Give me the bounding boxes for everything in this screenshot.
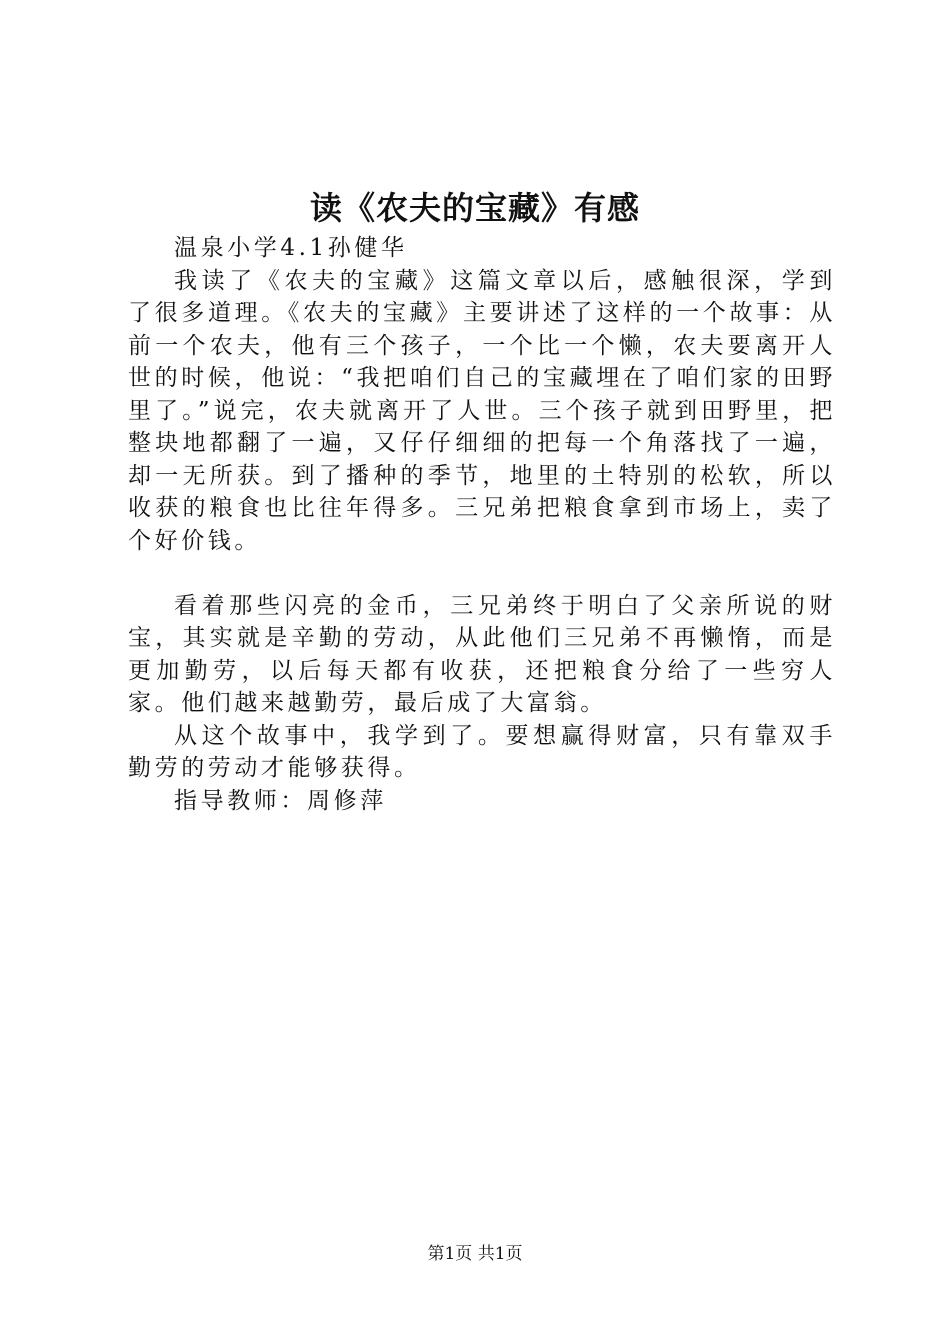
paragraph: 我读了《农夫的宝藏》这篇文章以后，感触很深，学到了很多道理。《农夫的宝藏》主要讲述了这样的一个故事：从前一个农夫，他有三个孩子，一个比一个懒，农夫要离开人世的时候，他说：“我把咱们自己的宝藏埋在了咱们家的田野里了。”说完，农夫就离开了人世。三个孩子就到田野里，把整块地都翻了一遍，又仔仔细细的把每一个角落找了一遍，却一无所获。到了播种的季节，地里的土特别的松软，所以收获的粮食也比往年得多。三兄弟把粮食拿到市场上，卖了个好价钱。	[128, 267, 836, 554]
teacher-line: 指导教师：周修萍	[174, 787, 387, 814]
paragraph: 从这个故事中，我学到了。要想赢得财富，只有靠双手勤劳的劳动才能够获得。	[128, 722, 836, 781]
paragraph: 看着那些闪亮的金币，三兄弟终于明白了父亲所说的财宝，其实就是辛勤的劳动，从此他们三兄弟不再懒惰，而是更加勤劳，以后每天都有收获，还把粮食分给了一些穷人家。他们越来越勤劳，最后成了大富翁。	[128, 592, 836, 716]
document-title: 读《农夫的宝藏》有感	[309, 189, 640, 227]
page-footer: 第1页 共1页	[427, 1244, 523, 1264]
document-body	[128, 232, 836, 817]
author-line: 温泉小学4.1孙健华	[174, 235, 408, 261]
